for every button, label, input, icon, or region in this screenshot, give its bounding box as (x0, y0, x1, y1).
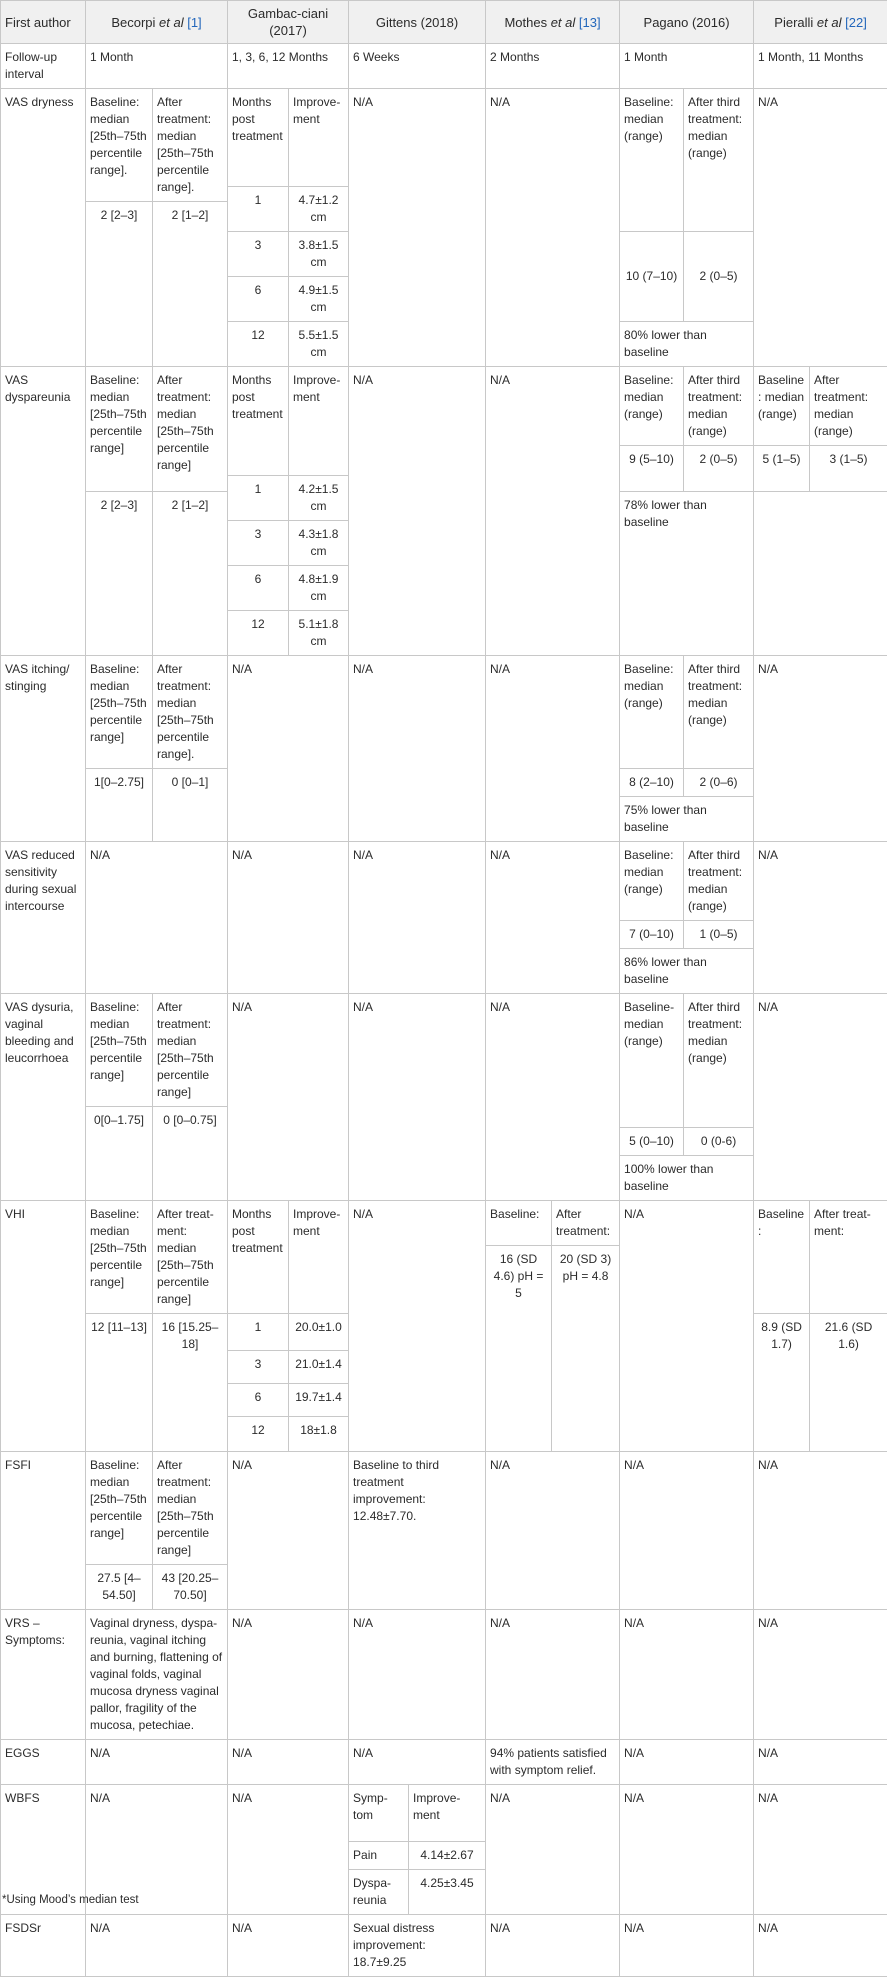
vhi-gam-months-header: Months post treatment (228, 1201, 289, 1314)
vas-itching-pagano-note: 75% lower than baseline (620, 797, 754, 842)
header-becorpi-name: Becorpi (111, 15, 159, 30)
vas-itching-gambacciani: N/A (228, 656, 349, 842)
eggs-label: EGGS (1, 1740, 86, 1785)
vas-dyspareunia-becorpi-after-value: 2 [1–2] (153, 492, 228, 656)
header-pagano: Pagano (2016) (620, 1, 754, 44)
vas-dryness-becorpi-baseline-value: 2 [2–3] (86, 202, 153, 367)
vrs-pagano: N/A (620, 1610, 754, 1740)
vas-dyspareunia-pagano-baseline: Baseline: median (range) (620, 367, 684, 446)
vas-sensitivity-pagano-baseline-value: 7 (0–10) (620, 921, 684, 949)
vas-dysuria-becorpi-baseline-value: 0[0–1.75] (86, 1107, 153, 1201)
vas-dryness-gam-month: 12 (228, 322, 289, 367)
vas-dysuria-becorpi-after: After treatment: median [25th–75th percentile range] (153, 994, 228, 1107)
vas-dyspareunia-gam-months-header: Months post treatment (228, 367, 289, 476)
vas-dyspareunia-pagano-baseline-value: 9 (5–10) (620, 446, 684, 492)
vas-dyspareunia-becorpi-after: After treatment: median [25th–75th percentile range] (153, 367, 228, 492)
vas-dryness-gam-value: 4.7±1.2 cm (289, 187, 349, 232)
fsfi-row (1, 1452, 887, 1565)
header-pieralli-ref[interactable]: [22] (845, 15, 867, 30)
vas-itching-gittens: N/A (349, 656, 486, 842)
followup-label: Follow-up interval (1, 44, 86, 89)
vas-dysuria-becorpi-after-value: 0 [0–0.75] (153, 1107, 228, 1201)
vhi-pieralli-after: After treat-ment: (810, 1201, 887, 1314)
fsfi-becorpi-after-value: 43 [20.25–70.50] (153, 1565, 228, 1610)
header-mothes-ref[interactable]: [13] (579, 15, 601, 30)
followup-row (1, 44, 887, 89)
wbfs-pieralli: N/A (754, 1785, 887, 1915)
vhi-pagano: N/A (620, 1201, 754, 1452)
vas-sensitivity-pieralli: N/A (754, 842, 887, 994)
followup-gambacciani: 1, 3, 6, 12 Months (228, 44, 349, 89)
vas-dryness-pagano-baseline-value: 10 (7–10) (620, 232, 684, 322)
vas-dyspareunia-gam-value: 4.3±1.8 cm (289, 521, 349, 566)
vas-sensitivity-pagano-after: After third treatment: median (range) (684, 842, 754, 921)
vas-sensitivity-mothes: N/A (486, 842, 620, 994)
vas-dysuria-mothes: N/A (486, 994, 620, 1201)
vhi-label: VHI (1, 1201, 86, 1452)
eggs-pieralli: N/A (754, 1740, 887, 1785)
fsfi-gittens-text: Baseline to third treatment improvement: 12.48±7.70. (353, 1457, 453, 1525)
vas-dryness-gam-month: 1 (228, 187, 289, 232)
vas-sensitivity-pagano-after-value: 1 (0–5) (684, 921, 754, 949)
wbfs-value: 4.14±2.67 (409, 1842, 486, 1870)
vhi-becorpi-after: After treat-ment: median [25th–75th percentile range] (153, 1201, 228, 1314)
vas-itching-label: VAS itching/ stinging (1, 656, 86, 842)
vas-dyspareunia-pagano-after-value: 2 (0–5) (684, 446, 754, 492)
fsfi-pagano: N/A (620, 1452, 754, 1610)
vas-dysuria-gambacciani: N/A (228, 994, 349, 1201)
vas-itching-becorpi-after-value: 0 [0–1] (153, 769, 228, 842)
vas-dryness-pagano-after-value: 2 (0–5) (684, 232, 754, 322)
vas-dryness-becorpi-after: After treatment: median [25th–75th percentile range]. (153, 89, 228, 202)
eggs-becorpi: N/A (86, 1740, 228, 1785)
vas-dysuria-gittens: N/A (349, 994, 486, 1201)
vhi-becorpi-after-value: 16 [15.25–18] (153, 1314, 228, 1452)
header-pieralli (754, 1, 887, 44)
header-becorpi-ref[interactable]: [1] (187, 15, 201, 30)
fsdsr-label: FSDSr (1, 1915, 86, 1977)
vas-dyspareunia-pieralli-empty (754, 492, 887, 656)
vas-dysuria-pagano-note: 100% lower than baseline (620, 1156, 754, 1201)
vas-dysuria-pagano-baseline-value: 5 (0–10) (620, 1128, 684, 1156)
vhi-pieralli-after-value: 21.6 (SD 1.6) (810, 1314, 887, 1452)
wbfs-value: 4.25±3.45 (409, 1870, 486, 1915)
vhi-gittens: N/A (349, 1201, 486, 1452)
vhi-becorpi-baseline: Baseline: median [25th–75th percentile range] (86, 1201, 153, 1314)
vrs-pieralli: N/A (754, 1610, 887, 1740)
eggs-gittens: N/A (349, 1740, 486, 1785)
vas-dyspareunia-pieralli-baseline-value: 5 (1–5) (754, 446, 810, 492)
vas-itching-mothes: N/A (486, 656, 620, 842)
vas-dyspareunia-pagano-note: 78% lower than baseline (620, 492, 754, 656)
fsfi-pieralli: N/A (754, 1452, 887, 1610)
vas-dryness-gam-month: 6 (228, 277, 289, 322)
vas-itching-row (1, 656, 887, 769)
vas-itching-becorpi-baseline-value: 1[0–2.75] (86, 769, 153, 842)
vas-itching-pagano-baseline: Baseline: median (range) (620, 656, 684, 769)
wbfs-gittens-improvement-header: Improve-ment (409, 1785, 486, 1842)
vas-dryness-gam-value: 3.8±1.5 cm (289, 232, 349, 277)
eggs-pagano: N/A (620, 1740, 754, 1785)
vas-dryness-gam-month: 3 (228, 232, 289, 277)
vas-dyspareunia-gam-value: 4.8±1.9 cm (289, 566, 349, 611)
vas-dyspareunia-label: VAS dyspareunia (1, 367, 86, 656)
vhi-gam-value: 18±1.8 (289, 1417, 349, 1452)
vas-dryness-mothes: N/A (486, 89, 620, 367)
header-gambacciani: Gambac-ciani (2017) (228, 1, 349, 44)
vhi-pieralli-baseline: Baseline: (754, 1201, 810, 1314)
fsdsr-becorpi: N/A (86, 1915, 228, 1977)
header-pieralli-name: Pieralli (774, 15, 817, 30)
wbfs-gambacciani: N/A (228, 1785, 349, 1915)
vas-dryness-pagano-note: 80% lower than baseline (620, 322, 754, 367)
wbfs-symptom: Pain (349, 1842, 409, 1870)
wbfs-symptom: Dyspa-reunia (349, 1870, 409, 1915)
vas-sensitivity-gambacciani: N/A (228, 842, 349, 994)
vas-dyspareunia-gam-value: 5.1±1.8 cm (289, 611, 349, 656)
fsdsr-gambacciani: N/A (228, 1915, 349, 1977)
wbfs-pagano: N/A (620, 1785, 754, 1915)
vas-dryness-becorpi-after-value: 2 [1–2] (153, 202, 228, 367)
vas-dyspareunia-pieralli-after-value: 3 (1–5) (810, 446, 887, 492)
vhi-gam-month: 12 (228, 1417, 289, 1452)
header-becorpi-etal: et al (159, 15, 184, 30)
vas-sensitivity-pagano-note: 86% lower than baseline (620, 949, 754, 994)
vas-dysuria-pagano-after: After third treatment: median (range) (684, 994, 754, 1128)
vas-dryness-gam-value: 5.5±1.5 cm (289, 322, 349, 367)
vas-dryness-label: VAS dryness (1, 89, 86, 367)
vrs-gambacciani: N/A (228, 1610, 349, 1740)
followup-becorpi: 1 Month (86, 44, 228, 89)
vas-dyspareunia-gam-month: 6 (228, 566, 289, 611)
wbfs-mothes: N/A (486, 1785, 620, 1915)
vas-dryness-row (1, 89, 887, 174)
vhi-mothes-baseline: Baseline: (486, 1201, 552, 1246)
vas-dyspareunia-pieralli-baseline: Baseline: median (range) (754, 367, 810, 446)
vhi-gam-value: 19.7±1.4 (289, 1384, 349, 1417)
vas-dryness-gittens: N/A (349, 89, 486, 367)
vas-dyspareunia-gam-month: 3 (228, 521, 289, 566)
vas-itching-becorpi-after: After treatment: median [25th–75th percentile range]. (153, 656, 228, 769)
followup-pagano: 1 Month (620, 44, 754, 89)
vas-itching-pagano-baseline-value: 8 (2–10) (620, 769, 684, 797)
vas-dyspareunia-gittens: N/A (349, 367, 486, 656)
followup-gittens: 6 Weeks (349, 44, 486, 89)
vas-sensitivity-gittens: N/A (349, 842, 486, 994)
vas-dyspareunia-gam-value: 4.2±1.5 cm (289, 476, 349, 521)
eggs-gambacciani: N/A (228, 1740, 349, 1785)
vhi-gam-value: 21.0±1.4 (289, 1351, 349, 1384)
vas-dyspareunia-becorpi-baseline: Baseline: median [25th–75th percentile range] (86, 367, 153, 492)
vrs-becorpi: Vaginal dryness, dyspa-reunia, vaginal itching and burning, flattening of vaginal folds, vaginal mucosa dryness vaginal pallor, fragility of the mucosa, petechiae. (86, 1610, 228, 1740)
wbfs-label: WBFS (1, 1785, 86, 1915)
vas-dyspareunia-becorpi-baseline-value: 2 [2–3] (86, 492, 153, 656)
vas-dyspareunia-row (1, 367, 887, 446)
header-becorpi (86, 1, 228, 44)
vas-dysuria-becorpi-baseline: Baseline: median [25th–75th percentile range] (86, 994, 153, 1107)
wbfs-becorpi: N/A (86, 1785, 228, 1915)
fsdsr-mothes: N/A (486, 1915, 620, 1977)
fsdsr-row (1, 1915, 887, 1977)
vas-dyspareunia-gam-month: 1 (228, 476, 289, 521)
fsdsr-pagano: N/A (620, 1915, 754, 1977)
fsfi-becorpi-baseline-value: 27.5 [4–54.50] (86, 1565, 153, 1610)
fsfi-becorpi-baseline: Baseline: median [25th–75th percentile range] (86, 1452, 153, 1565)
followup-pieralli: 1 Month, 11 Months (754, 44, 887, 89)
vhi-mothes-after: After treatment: (552, 1201, 620, 1246)
fsfi-gambacciani: N/A (228, 1452, 349, 1610)
vas-dryness-pagano-baseline: Baseline: median (range) (620, 89, 684, 232)
vas-dryness-pagano-after: After third treatment: median (range) (684, 89, 754, 232)
vrs-mothes: N/A (486, 1610, 620, 1740)
vhi-mothes-after-value: 20 (SD 3) pH = 4.8 (552, 1246, 620, 1452)
vhi-row (1, 1201, 887, 1246)
fsfi-gittens (349, 1452, 486, 1610)
vas-itching-pagano-after: After third treatment: median (range) (684, 656, 754, 769)
eggs-mothes: 94% patients satisfied with symptom relief. (486, 1740, 620, 1785)
vas-dyspareunia-pieralli-after: After treatment: median (range) (810, 367, 887, 446)
fsfi-becorpi-after: After treatment: median [25th–75th percentile range] (153, 1452, 228, 1565)
vas-sensitivity-becorpi: N/A (86, 842, 228, 994)
vas-dryness-pieralli: N/A (754, 89, 887, 367)
vhi-pieralli-baseline-value: 8.9 (SD 1.7) (754, 1314, 810, 1452)
vhi-becorpi-baseline-value: 12 [11–13] (86, 1314, 153, 1452)
header-gittens: Gittens (2018) (349, 1, 486, 44)
vhi-gam-month: 3 (228, 1351, 289, 1384)
header-mothes-etal: et al (551, 15, 576, 30)
fsfi-label: FSFI (1, 1452, 86, 1610)
vhi-gam-month: 1 (228, 1314, 289, 1351)
vas-dryness-becorpi-baseline: Baseline: median [25th–75th percentile range]. (86, 89, 153, 202)
footnote: *Using Mood’s median test (2, 1894, 139, 1906)
fsdsr-pieralli: N/A (754, 1915, 887, 1977)
followup-mothes: 2 Months (486, 44, 620, 89)
vhi-gam-month: 6 (228, 1384, 289, 1417)
vas-dyspareunia-gam-month: 12 (228, 611, 289, 656)
vhi-gam-improvement-header: Improve-ment (289, 1201, 349, 1314)
vas-itching-pieralli: N/A (754, 656, 887, 842)
fsfi-mothes: N/A (486, 1452, 620, 1610)
fsdsr-gittens (349, 1915, 486, 1977)
vas-sensitivity-row (1, 842, 887, 921)
fsdsr-gittens-text: Sexual distress improvement: 18.7±9.25 (353, 1920, 453, 1971)
vas-sensitivity-pagano-baseline: Baseline: median (range) (620, 842, 684, 921)
header-mothes-name: Mothes (504, 15, 550, 30)
vrs-row (1, 1610, 887, 1740)
vas-dryness-gam-value: 4.9±1.5 cm (289, 277, 349, 322)
wbfs-row (1, 1785, 887, 1842)
eggs-row (1, 1740, 887, 1785)
header-pieralli-etal: et al (817, 15, 842, 30)
header-mothes (486, 1, 620, 44)
vhi-mothes-baseline-value: 16 (SD 4.6) pH = 5 (486, 1246, 552, 1452)
vas-itching-pagano-after-value: 2 (0–6) (684, 769, 754, 797)
vas-dryness-gam-improvement-header: Improve-ment (289, 89, 349, 187)
wbfs-gittens-symptom-header: Symp-tom (349, 1785, 409, 1842)
vas-dysuria-pagano-baseline: Baseline- median (range) (620, 994, 684, 1128)
vas-dryness-gam-months-header: Months post treatment (228, 89, 289, 187)
vas-dyspareunia-pagano-after: After third treatment: median (range) (684, 367, 754, 446)
header-row (1, 1, 887, 44)
vrs-label: VRS – Symptoms: (1, 1610, 86, 1740)
vas-itching-becorpi-baseline: Baseline: median [25th–75th percentile range] (86, 656, 153, 769)
vas-dysuria-pagano-after-value: 0 (0-6) (684, 1128, 754, 1156)
header-first-author: First author (1, 1, 86, 44)
vas-dysuria-pieralli: N/A (754, 994, 887, 1201)
vhi-gam-value: 20.0±1.0 (289, 1314, 349, 1351)
vas-sensitivity-label: VAS reduced sensitivity during sexual intercourse (1, 842, 86, 994)
vas-dysuria-row (1, 994, 887, 1107)
vas-dyspareunia-mothes: N/A (486, 367, 620, 656)
vas-dyspareunia-gam-improvement-header: Improve-ment (289, 367, 349, 476)
vas-dysuria-label: VAS dysuria, vaginal bleeding and leucorrhoea (1, 994, 86, 1201)
vrs-gittens: N/A (349, 1610, 486, 1740)
